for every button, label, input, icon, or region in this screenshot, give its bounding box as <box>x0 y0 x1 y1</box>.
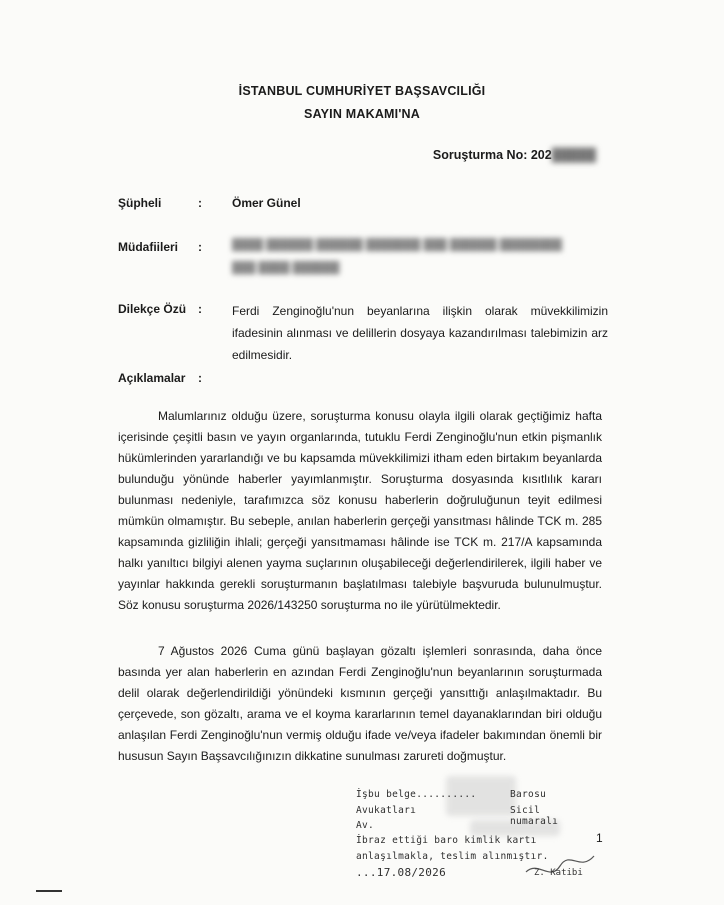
redacted-investigation-digits: █████ <box>551 148 596 162</box>
stamp-line-1-right: Barosu <box>510 789 547 800</box>
page-number: 1 <box>596 831 603 845</box>
stamp-line-2-text: Avukatları <box>356 805 417 816</box>
handwritten-signature <box>520 842 600 892</box>
investigation-number <box>433 148 596 162</box>
stamp-date: ...17.08/2026 <box>356 866 446 879</box>
body-paragraph-1: Malumlarınız olduğu üzere, soruşturma konusu olayla ilgili olarak geçtiğimiz hafta içerisinde çeşitli basın ve yayın organlarında, tutuklu Ferdi Zenginoğlu'nun etkin pişmanlık hükümlerinden yararlandığı ve bu kapsamda müvekkilimizi itham eden birtakım beyanlarda bulunduğu yönünde haberler yayımlanmıştır. Soruşturma dosyasında kısıtlılık kararı bulunması nedeniyle, tarafımızca söz konusu haberlerin doğruluğunun teyit edilmesi mümkün olmamıştır. Bu sebeple, anılan haberlerin gerçeği yansıtması hâlinde TCK m. 285 kapsamında gizliliğin ihlali; gerçeği yansıtmaması hâlinde ise TCK m. 217/A kapsamında halkı yanıltıcı bilgiyi alenen yayma suçlarının oluşabileceği değerlendirilerek, ilgili haber ve yayınlar hakkında gerekli soruşturmanın başlatılması talebiyle başvuruda bulunulmuştur. Söz konusu soruşturma 2026/143250 soruşturma no ile yürütülmektedir. <box>118 409 602 612</box>
explanations-label: Açıklamalar <box>118 371 186 385</box>
office-title: İSTANBUL CUMHURİYET BAŞSAVCILIĞI <box>238 84 486 98</box>
suspect-name: Ömer Günel <box>232 196 301 210</box>
stamp-line-4: İbraz ettiği baro kimlik kartı <box>356 835 537 846</box>
redacted-defense-line-2: ███ ████ ██████ <box>232 262 340 274</box>
salutation: SAYIN MAKAMI'NA <box>304 107 420 121</box>
redacted-defense-line-1: ████ ██████ ██████ ███████ ███ ██████ ████████ <box>232 239 563 251</box>
petition-colon: : <box>198 302 202 316</box>
suspect-label: Şüpheli <box>118 196 162 210</box>
clerk-label: Z. Katibi <box>534 868 583 878</box>
stamp-line-5: anlaşılmakla, teslim alınmıştır. <box>356 851 549 862</box>
petition-label: Dilekçe Özü <box>118 302 187 316</box>
defense-label: Müdafiileri <box>118 240 179 254</box>
stamp-line-2 <box>356 805 559 827</box>
stamp-line-1: İşbu belge.......... Barosu <box>356 789 547 800</box>
defense-colon: : <box>198 240 202 254</box>
investigation-number-label: Soruşturma No: <box>432 148 528 162</box>
stamp-line-3: Av. <box>356 820 375 831</box>
stamp-line-2-right: Sicil numaralı <box>510 805 559 827</box>
stamp-line-1-text: İşbu belge <box>356 789 417 800</box>
body-paragraph-2: 7 Ağustos 2026 Cuma günü başlayan gözaltı işlemleri sonrasında, daha önce basında yer alan haberlerin en azından Ferdi Zenginoğlu'nun beyanlarının soruşturmada delil olarak değerlendirildiği yönündeki kısmının gerçeği yansıttığı anlaşılmaktadır. Bu çerçevede, son gözaltı, arama ve el koyma kararlarının temel dayanaklarından biri olduğu anlaşılan Ferdi Zenginoğlu'nun vermiş olduğu ifade ve/veya ifadeler bakımından önemli bir hususun Sayın Başsavcılığınızın dikkatine sunulması zarureti doğmuştur. <box>118 644 602 763</box>
petition-summary: Ferdi Zenginoğlu'nun beyanlarına ilişkin olarak müvekkilimizin ifadesinin alınması ve delillerin dosyaya kazandırılması talebimizin arz edilmesidir. <box>232 304 608 362</box>
suspect-colon: : <box>198 196 202 210</box>
scan-edge-mark <box>36 890 62 892</box>
explanations-colon: : <box>198 371 202 385</box>
investigation-number-visible: 202 <box>530 148 552 162</box>
